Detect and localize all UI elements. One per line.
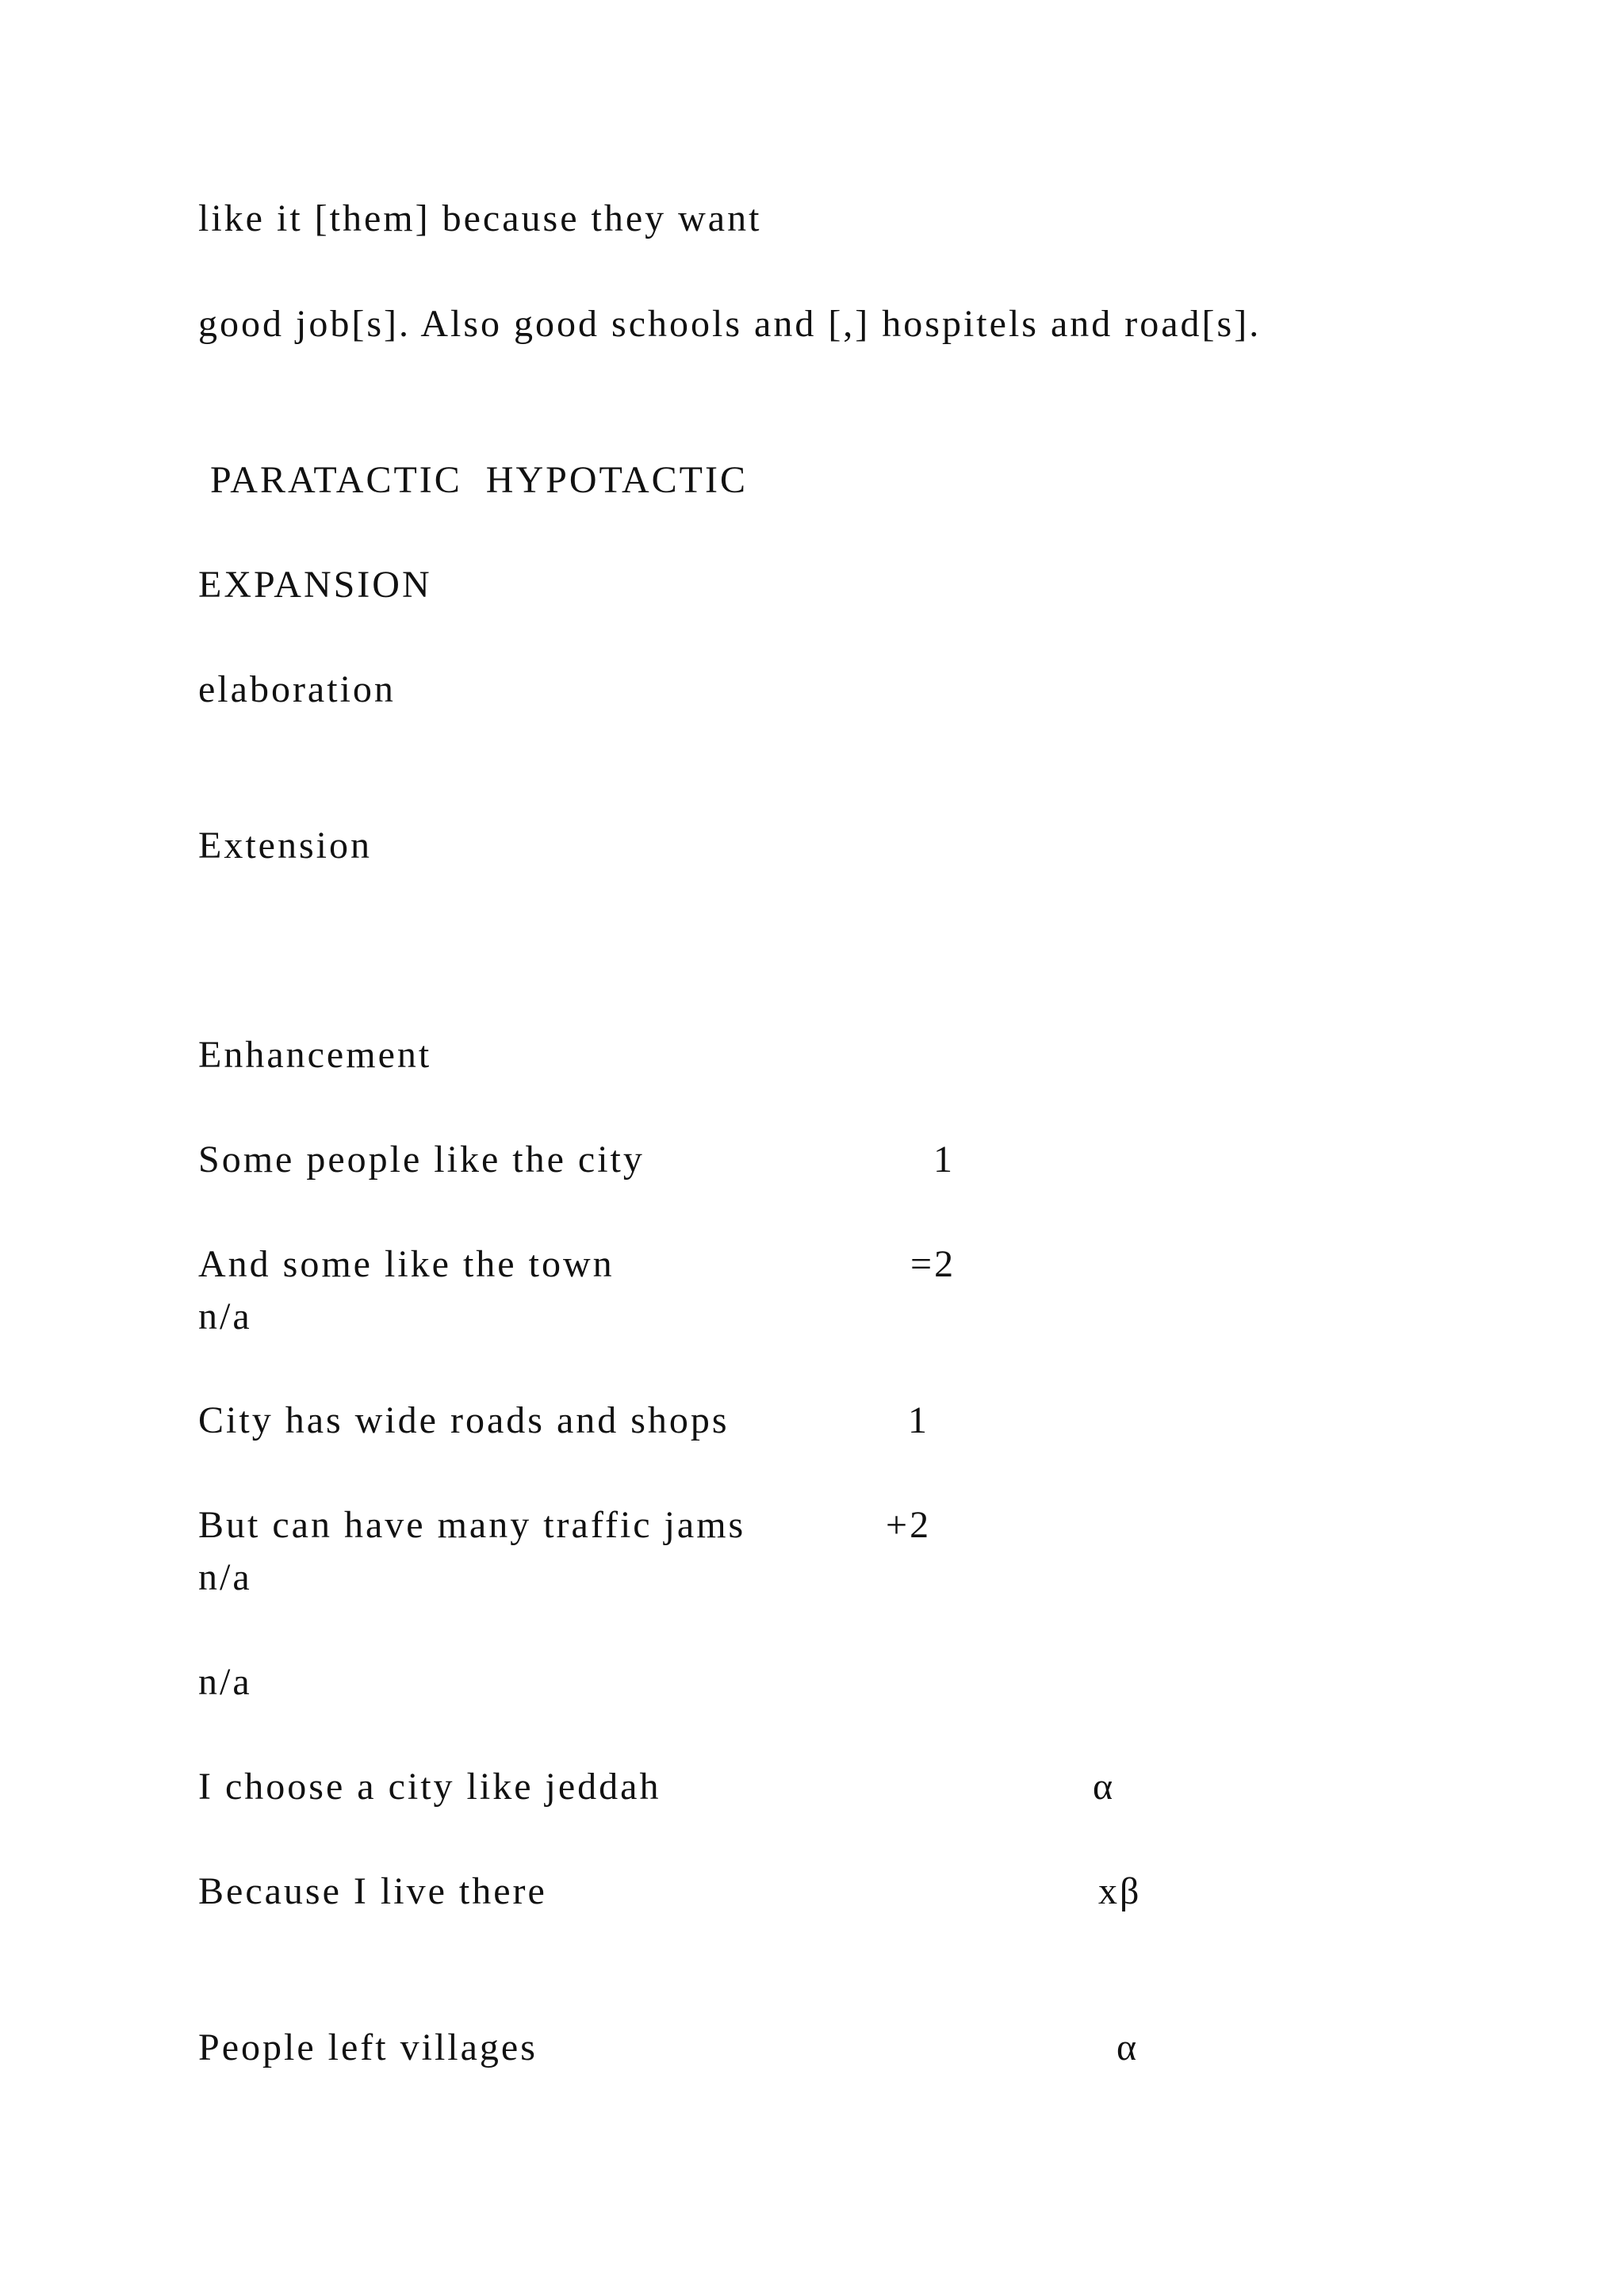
row-2-mark: =2 [910,1243,956,1285]
row-5-text: I choose a city like jeddah [198,1766,661,1808]
row-2-note: n/a [198,1295,252,1337]
intro-line-2: good job[s]. Also good schools and [,] hospitels and road[s]. [198,303,1262,345]
row-1-mark: 1 [933,1138,955,1181]
row-7-text: People left villages [198,2026,538,2068]
label-extension: Extension [198,825,372,867]
row-1-text: Some people like the city [198,1138,645,1181]
row-7-mark: α [1116,2026,1139,2068]
row-4-text: But can have many traffic jams [198,1504,746,1546]
row-3-mark: 1 [908,1399,929,1441]
row-4-mark: +2 [886,1504,932,1546]
row-4-note: n/a [198,1556,252,1598]
row-5-mark: α [1093,1766,1116,1808]
label-elaboration: elaboration [198,668,396,710]
heading-expansion: EXPANSION [198,564,432,606]
row-2-text: And some like the town [198,1243,615,1285]
na-line: n/a [198,1661,252,1703]
row-6-text: Because I live there [198,1870,547,1912]
row-3-text: City has wide roads and shops [198,1399,730,1441]
row-6-mark: xβ [1098,1870,1142,1912]
heading-types: PARATACTIC HYPOTACTIC [198,459,748,501]
label-enhancement: Enhancement [198,1034,432,1076]
intro-line-1: like it [them] because they want [198,197,762,239]
